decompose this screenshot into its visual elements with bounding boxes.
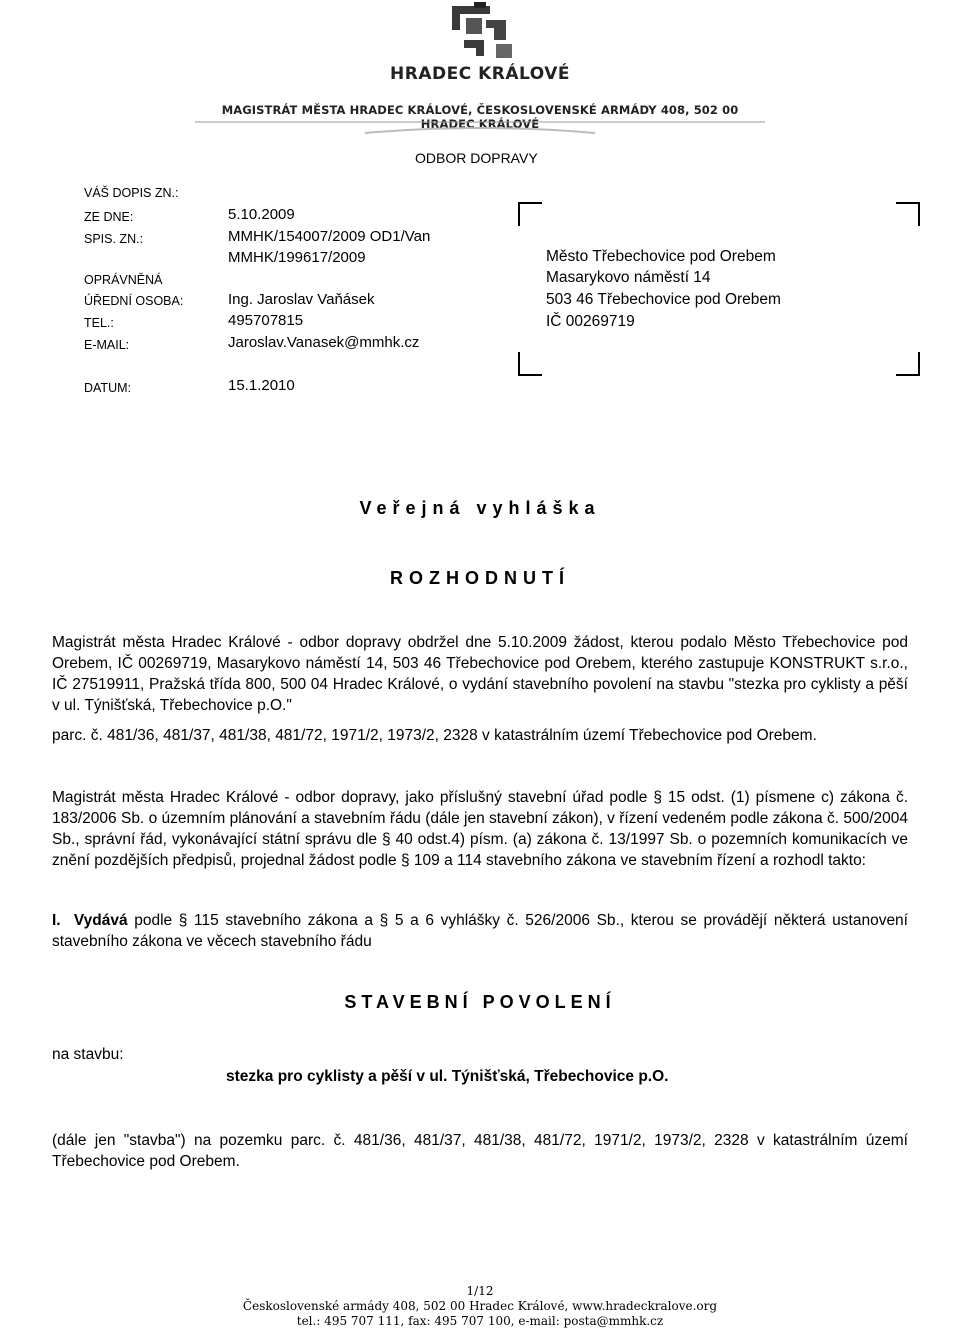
- page-number: 1/12: [466, 1284, 494, 1298]
- stavba-value: stezka pro cyklisty a pěší v ul. Týnišťská, Třebechovice p.O.: [226, 1068, 669, 1085]
- body-paragraph-3: [52, 787, 908, 871]
- paragraph-text: (dále jen "stavba") na pozemku parc. č. 481/36, 481/37, 481/38, 481/72, 1971/2, 1973/2, 2328 v katastrálním území Třebechovice pod Orebem.: [52, 1132, 908, 1170]
- paragraph-text: parc. č. 481/36, 481/37, 481/38, 481/72, 1971/2, 1973/2, 2328 v katastrálním území Třebechovice pod Orebem.: [52, 727, 817, 744]
- recipient-line-3: 503 46 Třebechovice pod Orebem: [546, 291, 781, 308]
- your-ref-label: VÁŠ DOPIS ZN.:: [84, 186, 179, 200]
- office-address-line: MAGISTRÁT MĚSTA HRADEC KRÁLOVÉ, ČESKOSLOVENSKÉ ARMÁDY 408, 502 00 HRADEC KRÁLOVÉ: [221, 103, 739, 131]
- email-label: E-MAIL:: [84, 338, 130, 352]
- building-permit-title: STAVEBNÍ POVOLENÍ: [344, 992, 616, 1012]
- official-label-2: ÚŘEDNÍ OSOBA:: [84, 294, 184, 308]
- official-value: Ing. Jaroslav Vaňásek: [228, 291, 375, 308]
- recipient-line-4: IČ 00269719: [546, 313, 635, 330]
- recipient-line-2: Masarykovo náměstí 14: [546, 269, 711, 286]
- email-value: Jaroslav.Vanasek@mmhk.cz: [228, 334, 420, 351]
- body-paragraph-5: [52, 1130, 908, 1172]
- paragraph-text: Magistrát města Hradec Králové - odbor dopravy obdržel dne 5.10.2009 žádost, kterou podalo Město Třebechovice pod Orebem, IČ 00269719, Masarykovo náměstí 14, 503 46 Třebechovice pod Orebem, kterého zastupuje KONSTRUKT s.r.o., IČ 27519911, Pražská třída 800, 500 04 Hradec Králové, o vydání stavebního povolení na stavbu "stezka pro cyklisty a pěší v ul. Týnišťská, Třebechovice p.O.": [52, 634, 908, 714]
- stavba-label: na stavbu:: [52, 1046, 124, 1063]
- file-value-2: MMHK/199617/2009: [228, 249, 366, 266]
- tel-label: TEL.:: [84, 316, 114, 330]
- city-name: HRADEC KRÁLOVÉ: [390, 64, 571, 84]
- datum-value: 15.1.2010: [228, 377, 295, 394]
- address-corner-bottom-left: [518, 352, 542, 376]
- recipient-line-1: Město Třebechovice pod Orebem: [546, 248, 776, 265]
- header-rule: [195, 121, 765, 135]
- paragraph-text: Magistrát města Hradec Králové - odbor dopravy, jako příslušný stavební úřad podle § 15 odst. (1) písmene c) zákona č. 183/2006 Sb. o územním plánování a stavebním řádu (dále jen stavební zákon), v řízení vedeném podle zákona č. 500/2004 Sb., správní řád, vykonávající státní správu dle § 40 odst.4) písm. (a) zákona č. 13/1997 Sb. o pozemních komunikacích ve znění pozdějších předpisů, projednal žádost podle § 109 a 114 stavebního zákona ve stavebním řízení a rozhodl takto:: [52, 789, 908, 869]
- paragraph-text: podle § 115 stavebního zákona a § 5 a 6 vyhlášky č. 526/2006 Sb., kterou se provádějí některá ustanovení stavebního zákona ve věcech stavebního řádu: [52, 912, 908, 950]
- address-corner-bottom-right: [896, 352, 920, 376]
- city-emblem-icon: [446, 0, 518, 62]
- footer-address: Československé armády 408, 502 00 Hradec Králové, www.hradeckralove.org: [242, 1299, 718, 1313]
- address-corner-top-left: [518, 202, 542, 226]
- department-name: ODBOR DOPRAVY: [415, 150, 538, 166]
- body-paragraph-2: [52, 725, 908, 746]
- public-notice-title: Veřejná vyhláška: [359, 498, 601, 518]
- section-number: I.: [52, 912, 61, 929]
- file-label: SPIS. ZN.:: [84, 232, 144, 246]
- official-label-1: OPRÁVNĚNÁ: [84, 273, 163, 287]
- date-label: ZE DNE:: [84, 210, 134, 224]
- body-paragraph-1: [52, 632, 908, 716]
- body-paragraph-4: [52, 910, 908, 952]
- address-corner-top-right: [896, 202, 920, 226]
- tel-value: 495707815: [228, 312, 304, 329]
- datum-label: DATUM:: [84, 381, 131, 395]
- decision-title: ROZHODNUTÍ: [390, 568, 570, 588]
- footer-contact: tel.: 495 707 111, fax: 495 707 100, e-mail: posta@mmhk.cz: [296, 1314, 664, 1328]
- issues-keyword: Vydává: [73, 912, 128, 929]
- date-value: 5.10.2009: [228, 206, 295, 223]
- file-value-1: MMHK/154007/2009 OD1/Van: [228, 228, 431, 245]
